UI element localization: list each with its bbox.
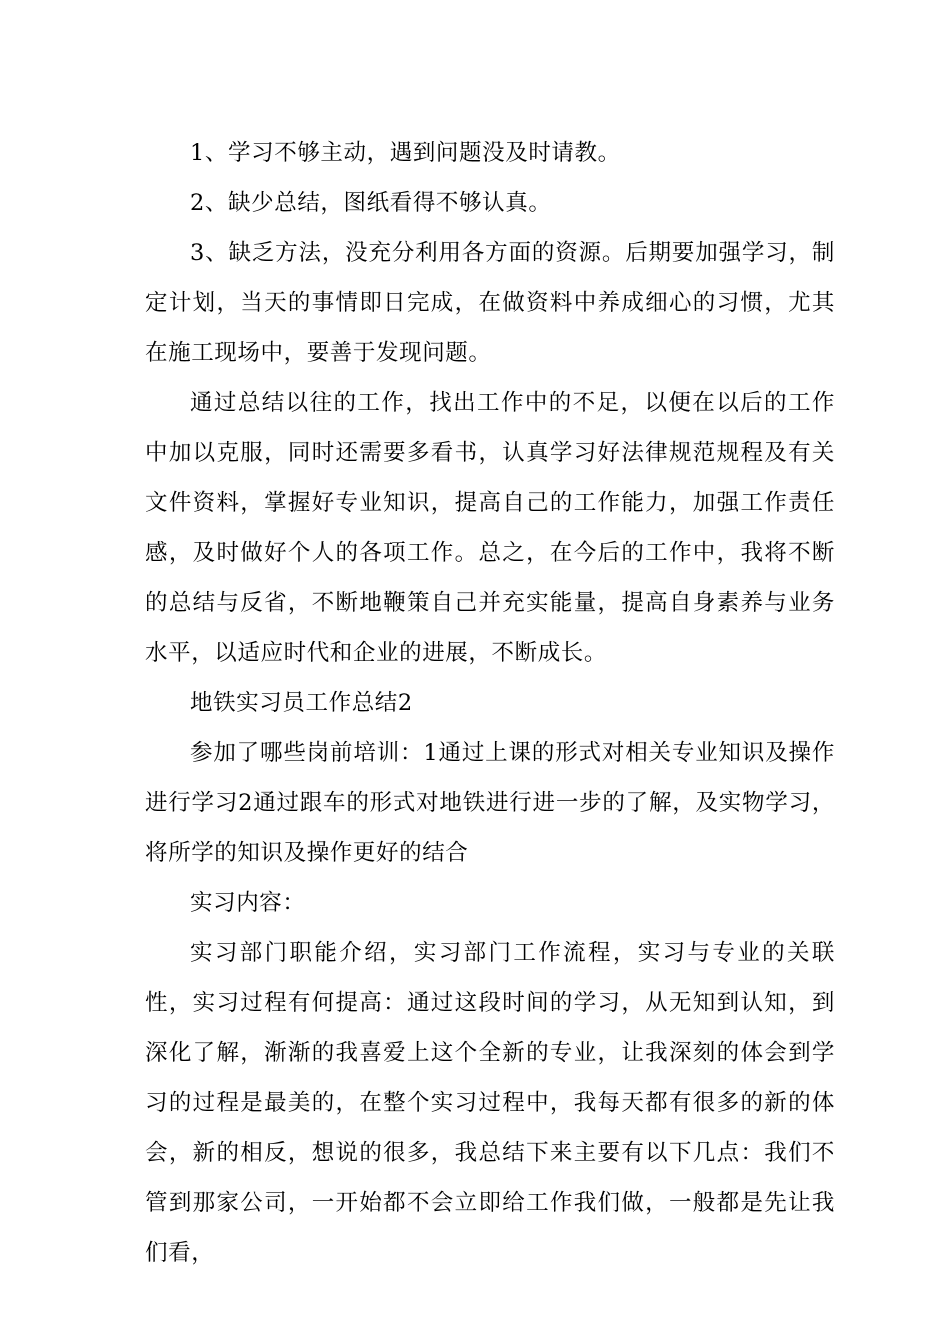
internship-content-label: 实习内容： [190, 890, 306, 916]
paragraph-item-1: 1、学习不够主动，遇到问题没及时请教。 [190, 140, 621, 166]
paragraph-internship: 实习部门职能介绍，实习部门工作流程，实习与专业的关联性，实习过程有何提高：通过这段时间的学习，从无知到认知，到深化了解，渐渐的我喜爱上这个全新的专业，让我深刻的体会到学习的过程是最美的，在整个实习过程中，我每天都有很多的新的体会，新的相反，想说的很多，我总结下来主要有以下几点：我们不管到那家公司，一开始都不会立即给工作我们做，一般都是先让我们看， [145, 940, 835, 1266]
paragraph-item-3: 3、缺乏方法，没充分利用各方面的资源。后期要加强学习，制定计划，当天的事情即日完成，在做资料中养成细心的习惯，尤其在施工现场中，要善于发现问题。 [145, 240, 835, 366]
paragraph-item-2: 2、缺少总结，图纸看得不够认真。 [190, 190, 552, 216]
paragraph-training: 参加了哪些岗前培训：1通过上课的形式对相关专业知识及操作进行学习2通过跟车的形式对地铁进行进一步的了解，及实物学习，将所学的知识及操作更好的结合 [145, 740, 835, 866]
document-body [145, 128, 835, 1278]
section-heading: 地铁实习员工作总结2 [190, 690, 413, 716]
paragraph-summary: 通过总结以往的工作，找出工作中的不足，以便在以后的工作中加以克服，同时还需要多看书，认真学习好法律规范规程及有关文件资料，掌握好专业知识，提高自己的工作能力，加强工作责任感，及时做好个人的各项工作。总之，在今后的工作中，我将不断的总结与反省，不断地鞭策自己并充实能量，提高自身素养与业务水平，以适应时代和企业的进展，不断成长。 [145, 390, 835, 666]
